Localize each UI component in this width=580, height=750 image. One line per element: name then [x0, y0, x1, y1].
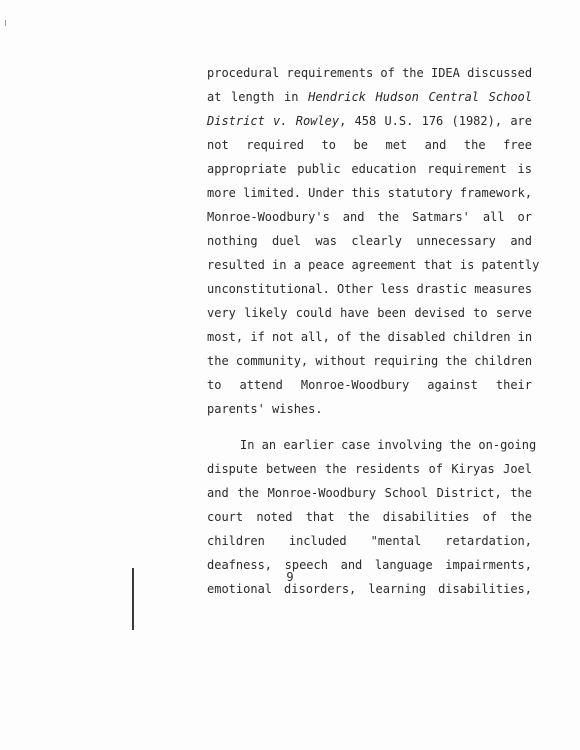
text-line [207, 162, 532, 176]
text-line [207, 354, 532, 368]
text-segment: children included "mental retardation, [207, 534, 532, 548]
text-segment: parents' wishes. [207, 402, 323, 416]
text-line [207, 114, 532, 128]
text-segment: , 458 U.S. 176 (1982), are [339, 114, 532, 128]
text-line [207, 378, 532, 392]
text-line [207, 66, 532, 80]
margin-scan-tick [5, 20, 6, 26]
text-segment: procedural requirements of the IDEA discussed [207, 66, 533, 80]
text-segment: court noted that the disabilities of the [207, 510, 532, 524]
text-line [207, 282, 532, 296]
text-segment: more limited. Under this statutory framework, [207, 186, 533, 200]
text-line [207, 438, 537, 452]
text-line [207, 138, 532, 152]
text-line [207, 186, 532, 200]
text-segment: unconstitutional. Other less drastic measures [207, 282, 533, 296]
text-segment: not required to be met and the free [207, 138, 532, 152]
text-segment: resulted in a peace agreement that is patently [207, 258, 540, 272]
text-segment: deafness, speech and language impairments, [207, 558, 532, 572]
text-line [207, 510, 532, 524]
page-number: 9 [286, 570, 294, 584]
text-segment: very likely could have been devised to serve [207, 306, 532, 320]
text-segment: appropriate public education requirement is [207, 162, 532, 176]
text-line [207, 234, 532, 248]
text-line [207, 90, 532, 104]
text-line [207, 582, 532, 596]
text-segment: nothing duel was clearly unnecessary and [207, 234, 532, 248]
margin-scan-line [132, 568, 134, 630]
text-line [207, 486, 532, 500]
text-line [207, 402, 532, 416]
text-segment: to attend Monroe-Woodbury against their [207, 378, 532, 392]
text-segment: at length in [207, 90, 309, 104]
text-line [207, 210, 532, 224]
text-segment: In an earlier case involving the on-going [240, 438, 537, 452]
text-segment: the community, without requiring the children [207, 354, 533, 368]
text-segment: dispute between the residents of Kiryas Joel [207, 462, 532, 476]
italic-citation: District v. Rowley [207, 114, 340, 128]
text-line [207, 534, 532, 548]
text-line [207, 258, 540, 272]
text-segment: emotional disorders, learning disabilities, [207, 582, 532, 596]
text-segment: Monroe-Woodbury's and the Satmars' all or [207, 210, 532, 224]
text-segment: and the Monroe-Woodbury School District, the [207, 486, 532, 500]
text-line [207, 330, 532, 344]
text-line [207, 462, 532, 476]
text-line [207, 306, 532, 320]
text-segment: most, if not all, of the disabled children in [207, 330, 533, 344]
italic-citation: Hendrick Hudson Central School [308, 90, 532, 104]
